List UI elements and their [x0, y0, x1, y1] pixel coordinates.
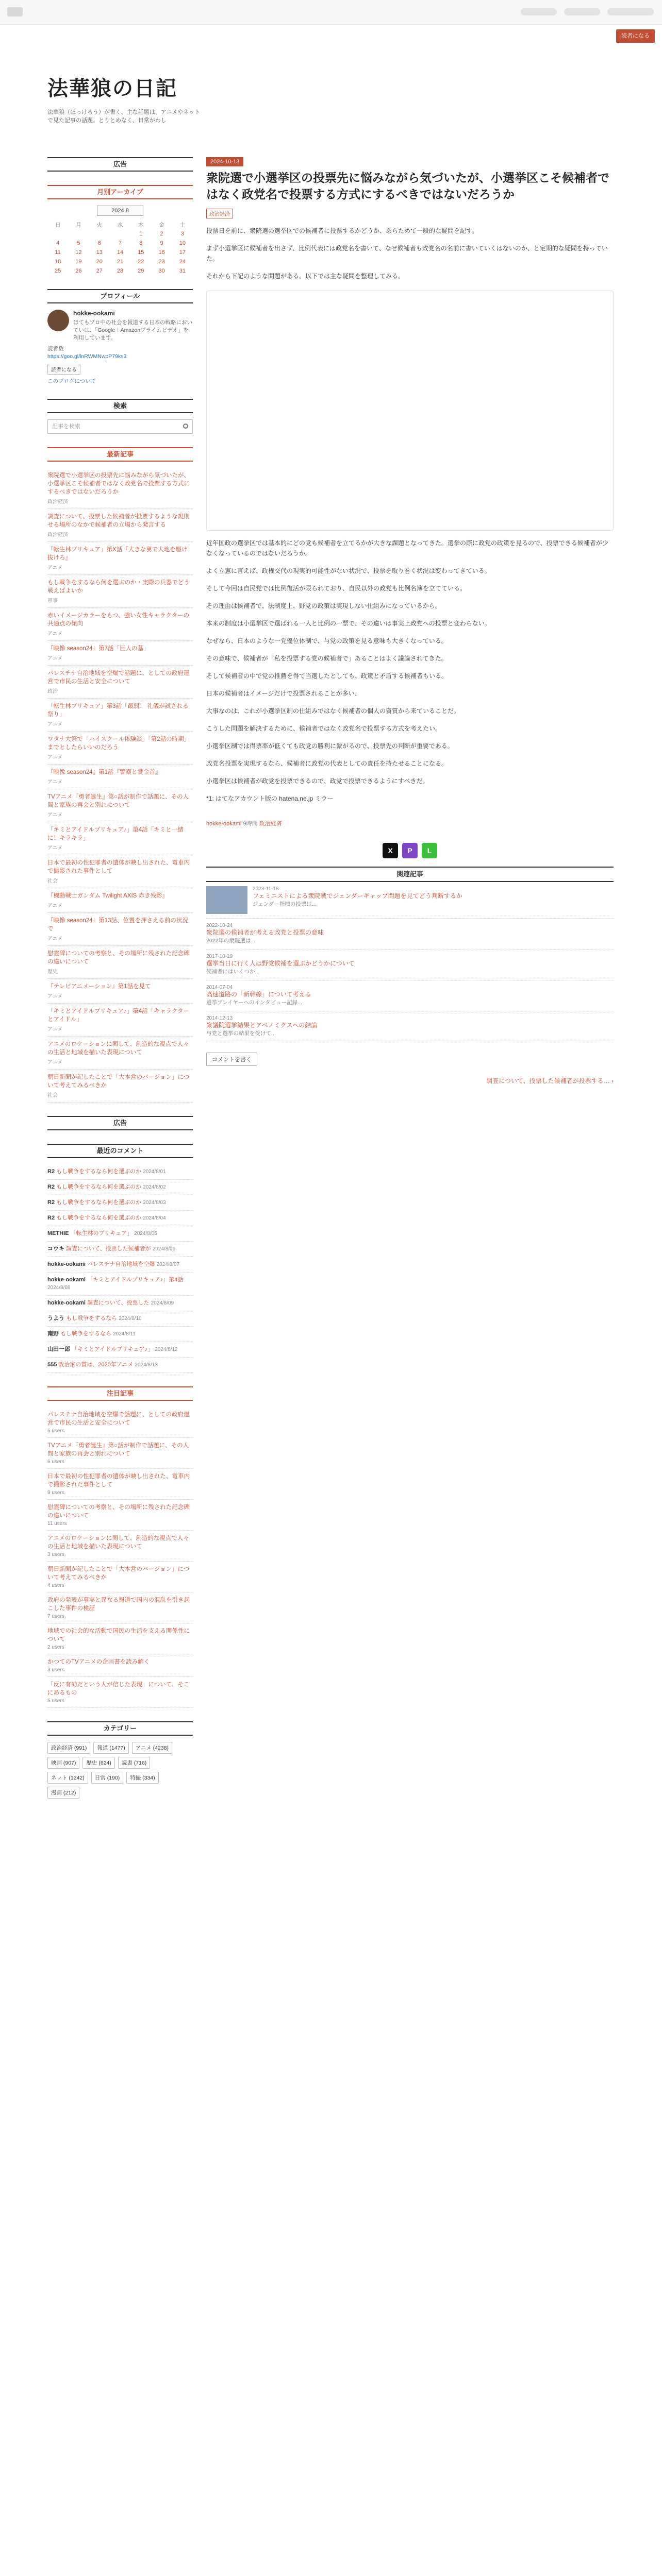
- entry-paragraph: そして候補者の中で党の推薦を得て当選したとしても、政策と矛盾する候補者もいる。: [206, 672, 448, 680]
- comment-entry-link[interactable]: 「キミとアイドルプリキュア♪」: [72, 1346, 154, 1352]
- calendar-day[interactable]: 11: [55, 249, 61, 256]
- related-excerpt: ジェンダー指標の投票は...: [253, 901, 317, 907]
- recent-entry-title[interactable]: 衆院選で小選挙区の投票先に悩みながら気づいたが、小選挙区こそ候補者ではなく政党名で投票する方式にするべきではないだろうか: [47, 472, 190, 495]
- search-icon[interactable]: [183, 423, 188, 429]
- subscribe-button[interactable]: 読者になる: [616, 29, 655, 43]
- recent-entry-category: 歴史: [47, 969, 58, 975]
- related-title[interactable]: フェミニストによる衆院戦でジェンダーギャップ問題を見てどう判断するか: [253, 892, 462, 900]
- recent-heading: 最新記事: [47, 447, 193, 462]
- comment-entry-link[interactable]: もし戦争をするなら何を選ぶのか: [56, 1215, 142, 1221]
- popular-entry-count[interactable]: 7 users: [47, 1614, 64, 1619]
- recent-entry-category: 政治: [47, 689, 58, 694]
- list-item[interactable]: [47, 946, 193, 979]
- recent-entry-title[interactable]: 朝日新聞が記したことで「大本営のバージョン」について考えてみるべきか: [47, 1074, 190, 1089]
- share-x-icon[interactable]: X: [383, 843, 398, 858]
- list-item[interactable]: [47, 732, 193, 765]
- related-thumbnail[interactable]: [206, 886, 247, 914]
- popular-entry-count[interactable]: 4 users: [47, 1583, 64, 1588]
- entry-footer-meta: [206, 819, 614, 827]
- comment-date: 2024/8/02: [143, 1184, 166, 1190]
- list-item[interactable]: [47, 1273, 193, 1296]
- sidebar-ad-heading-2: 広告: [47, 1116, 193, 1130]
- calendar-day[interactable]: 18: [55, 259, 61, 265]
- calendar-weekday: 土: [179, 222, 186, 228]
- calendar-day[interactable]: 23: [158, 259, 165, 265]
- list-item[interactable]: [47, 666, 193, 699]
- popular-entry-title[interactable]: かつてのTVアニメの企画書を読み解く: [47, 1659, 150, 1665]
- list-item[interactable]: [47, 913, 193, 946]
- archive-calendar: [47, 220, 193, 276]
- about-blog-link[interactable]: このブログについて: [47, 378, 96, 384]
- calendar-day[interactable]: 8: [139, 240, 143, 246]
- related-excerpt: 2022年の衆院選は...: [206, 938, 256, 944]
- recent-entry-title[interactable]: 『機動戦士ガンダム Twilight AXIS 赤き残影』: [47, 893, 169, 899]
- recent-entry-title[interactable]: TVアニメ『勇者誕生』第○話が制作で話題に、その人間と家族の再会と別れについて: [47, 794, 189, 808]
- recent-entry-category: 軍事: [47, 598, 58, 604]
- list-item[interactable]: [47, 1562, 193, 1592]
- comment-entry-link[interactable]: 調査について、投票した: [87, 1300, 150, 1306]
- calendar-day[interactable]: 21: [117, 259, 124, 265]
- list-item[interactable]: [47, 1004, 193, 1037]
- avatar[interactable]: [47, 310, 69, 331]
- list-item[interactable]: [47, 1407, 193, 1438]
- recent-entry-title[interactable]: 『映像 season24』第1話『警察と賞金首』: [47, 769, 161, 775]
- calendar-day[interactable]: 9: [160, 240, 163, 246]
- recent-entry-category: 社会: [47, 878, 58, 884]
- calendar-day[interactable]: 24: [179, 259, 186, 265]
- search-heading: 検索: [47, 399, 193, 413]
- entry-title[interactable]: 衆院選で小選挙区の投票先に悩みながら気づいたが、小選挙区こそ候補者ではなく政党名で投票する方式にするべきではないだろうか: [206, 171, 609, 201]
- category-link[interactable]: 特撮 (334): [126, 1772, 158, 1784]
- list-item[interactable]: [47, 1037, 193, 1070]
- related-date: 2022-10-24: [206, 923, 233, 928]
- list-item[interactable]: [47, 765, 193, 789]
- topbar-link[interactable]: [607, 8, 654, 15]
- entry-paragraph: 投票日を前に、衆院選の選挙区での候補者に投票するかどうか、あらためて一般的な疑問を記す。: [206, 227, 478, 234]
- footnote: *1: はてなアカウント版の hatena.ne.jp ミラー: [206, 795, 334, 802]
- list-item[interactable]: [47, 1469, 193, 1500]
- entry-meta-tag[interactable]: 政治経済: [259, 821, 282, 827]
- related-date: 2017-10-19: [206, 954, 233, 959]
- comment-date: 2024/8/13: [135, 1362, 158, 1368]
- list-item[interactable]: [47, 1654, 193, 1677]
- entry-date[interactable]: 2024-10-13: [206, 157, 243, 166]
- recent-entry-title[interactable]: 「転生林プリキュア」第X話『大きな翼で大地を駆け抜けろ』: [47, 547, 188, 561]
- list-item[interactable]: [47, 1296, 193, 1311]
- calendar-day[interactable]: 4: [56, 240, 60, 246]
- related-entry[interactable]: [206, 919, 614, 950]
- pager-prev-link[interactable]: 調査について、投票した候補者が投票する… ›: [486, 1077, 614, 1084]
- category-link[interactable]: 日常 (190): [91, 1772, 123, 1784]
- category-link[interactable]: ネット (1242): [47, 1772, 88, 1784]
- entry-paragraph: 近年国政の選挙区では基本的にどの党も候補者を立てるかが大きな課題となってきた。選挙の際に政党の政策を見るので、投票できる候補者が少なくなっているのではないだろうか。: [206, 539, 608, 557]
- comment-entry-link[interactable]: パレスチナ自治地域を空爆: [87, 1261, 155, 1267]
- list-item[interactable]: [47, 1327, 193, 1342]
- list-item[interactable]: [47, 1438, 193, 1469]
- list-item[interactable]: [47, 888, 193, 913]
- comment-date: 2024/8/05: [134, 1231, 157, 1236]
- comment-entry-link[interactable]: 「キミとアイドルプリキュア♪」第4話: [87, 1277, 184, 1283]
- calendar-weekday: 水: [117, 222, 123, 228]
- comment-entry-link[interactable]: もし戦争をするなら何を選ぶのか: [56, 1199, 142, 1206]
- list-item[interactable]: [47, 468, 193, 509]
- entry-paragraph: そして今回は自民党では比例復活が限られており、自民以外の政党も比例名簿を立てている。: [206, 585, 467, 592]
- related-date: 2014-12-13: [206, 1015, 233, 1021]
- recent-entry-category: アニメ: [47, 903, 63, 909]
- blog-title[interactable]: 法華狼の日記: [47, 76, 177, 100]
- calendar-day[interactable]: 26: [75, 268, 82, 274]
- related-date: 2014-07-04: [206, 985, 233, 990]
- share-pocket-icon[interactable]: P: [402, 843, 418, 858]
- share-line-icon[interactable]: L: [422, 843, 437, 858]
- archive-module: [47, 185, 193, 276]
- main-entry: [206, 157, 614, 1085]
- topbar-link[interactable]: [564, 8, 600, 15]
- comment-date: 2024/8/12: [155, 1347, 178, 1352]
- popular-entry-count[interactable]: 9 users: [47, 1490, 64, 1496]
- search-module: [47, 399, 193, 434]
- entry-paragraph: それから下記のような問題がある。以下では主な疑問を整理してみる。: [206, 273, 405, 280]
- comments-module: [47, 1144, 193, 1373]
- popular-entry-title[interactable]: 日本で最初の性犯罪者の遺体が映し出された、電車内で撮影された事件として: [47, 1473, 190, 1488]
- recent-entry-category: アニメ: [47, 994, 63, 999]
- recent-entry-title[interactable]: 「転生林プリキュア」第3話「最弱！ 礼儀が試される祭り」: [47, 703, 189, 718]
- embedded-tweet[interactable]: [206, 291, 614, 531]
- calendar-day[interactable]: 31: [179, 268, 186, 274]
- entry-paragraph: なぜなら、日本のような一党優位体制で、与党の政策を見る意味も大きくなっている。: [206, 637, 448, 645]
- comment-entry-link[interactable]: もし戦争をするなら何を選ぶのか: [56, 1168, 142, 1175]
- list-item[interactable]: [47, 608, 193, 641]
- related-entry[interactable]: [206, 980, 614, 1011]
- search-placeholder: 記事を検索: [52, 423, 80, 430]
- related-entry[interactable]: [206, 1011, 614, 1042]
- list-item[interactable]: [47, 1164, 193, 1180]
- calendar-day: [47, 229, 68, 239]
- entry-paragraph: 政党名投票を実現するなら、候補者に政党の代表としての責任を持たせることになる。: [206, 760, 448, 767]
- comment-entry-link[interactable]: 政治家の賞は、2020年アニメ: [58, 1362, 134, 1368]
- recent-entry-category: 政治経済: [47, 532, 68, 538]
- search-input[interactable]: [47, 419, 193, 434]
- comment-entry-link[interactable]: 調査について、投票した候補者が: [66, 1246, 151, 1252]
- popular-entry-count[interactable]: 5 users: [47, 1698, 64, 1704]
- recent-entry-category: アニメ: [47, 812, 63, 818]
- comment-entry-link[interactable]: もし戦争をするなら: [66, 1315, 118, 1321]
- list-item[interactable]: [47, 575, 193, 608]
- list-item[interactable]: [47, 542, 193, 575]
- list-item[interactable]: [47, 1180, 193, 1195]
- calendar-day[interactable]: 19: [75, 259, 82, 265]
- recent-entry-category: アニメ: [47, 656, 63, 662]
- recent-entry-category: アニメ: [47, 779, 63, 785]
- comment-author[interactable]: R2: [47, 1215, 55, 1221]
- archive-heading: 月別アーカイブ: [47, 185, 193, 199]
- recent-entry-category: アニメ: [47, 1060, 63, 1065]
- recent-entry-category: アニメ: [47, 755, 63, 760]
- comment-date: 2024/8/10: [119, 1316, 142, 1321]
- recent-entry-category: 政治経済: [47, 499, 68, 505]
- recent-entry-title[interactable]: もし戦争をするなら何を選ぶのか・実際の兵器でどう戦えばよいか: [47, 580, 190, 594]
- comment-date: 2024/8/01: [143, 1169, 166, 1175]
- calendar-day[interactable]: 7: [118, 240, 122, 246]
- profile-text: ほてもプロ中の社会を報道する日本の戦略においていは、「Google＋Amazonプライムビデオ」を利用しています。: [73, 319, 192, 341]
- profile-heading: プロフィール: [47, 289, 193, 303]
- recent-entry-title[interactable]: 赤いイメージカラーをもつ、強い女性キャラクターの共通点の傾向: [47, 613, 189, 627]
- entry-paragraph: その理由は候補者で、法制度上、野党の政策は実現しない仕組みになっているから。: [206, 602, 441, 609]
- popular-entry-title[interactable]: 朝日新聞が記したことで「大本営のバージョン」について考えてみるべきか: [47, 1566, 190, 1581]
- comment-author[interactable]: R2: [47, 1168, 55, 1175]
- comment-date: 2024/8/07: [156, 1262, 180, 1267]
- recent-entry-title[interactable]: 日本で最初の性犯罪者の遺体が映し出された、電車内で撮影された事件として: [47, 860, 190, 874]
- recent-entry-category: アニメ: [47, 631, 63, 637]
- list-item[interactable]: [47, 509, 193, 542]
- popular-entry-count[interactable]: 11 users: [47, 1521, 67, 1527]
- calendar-day[interactable]: 30: [158, 268, 165, 274]
- related-date: 2023-11-18: [253, 886, 279, 892]
- popular-entry-title[interactable]: 政府の発表が事実と異なる報道で国内の混乱を引き起こした事件の検証: [47, 1597, 190, 1612]
- calendar-day[interactable]: 1: [139, 231, 143, 237]
- calendar-day[interactable]: 3: [180, 231, 184, 237]
- list-item[interactable]: [47, 789, 193, 822]
- list-item[interactable]: [47, 1257, 193, 1273]
- list-item[interactable]: [47, 699, 193, 732]
- list-item[interactable]: [47, 1592, 193, 1623]
- share-buttons: [206, 843, 614, 858]
- profile-link[interactable]: https://goo.gl/lnRWMNwpP79ks3: [47, 353, 127, 360]
- comment-author[interactable]: コウキ: [47, 1246, 64, 1252]
- related-title[interactable]: 選挙当日に行く人は野党候補を選ぶかどうかについて: [206, 960, 355, 967]
- profile-name[interactable]: hokke-ookami: [73, 310, 115, 317]
- calendar-weekday: 日: [55, 222, 61, 228]
- calendar-day[interactable]: 16: [158, 249, 165, 256]
- list-item[interactable]: [47, 1226, 193, 1242]
- comment-author[interactable]: METHIE: [47, 1230, 69, 1236]
- category-link[interactable]: アニメ (4238): [132, 1742, 172, 1754]
- recent-entry-category: アニメ: [47, 936, 63, 942]
- list-item[interactable]: [47, 1623, 193, 1654]
- comment-author[interactable]: 山田一郎: [47, 1346, 70, 1352]
- calendar-day[interactable]: 12: [75, 249, 82, 256]
- entry-author[interactable]: hokke-ookami: [206, 821, 242, 827]
- comment-author[interactable]: hokke-ookami: [47, 1261, 86, 1267]
- recent-entry-title[interactable]: 「キミとアイドルプリキュア♪」第4話「キャラクターとアイドル」: [47, 1008, 189, 1023]
- list-item[interactable]: [47, 979, 193, 1004]
- recent-entry-title[interactable]: 『テレビアニメーション』第1話を見て: [47, 984, 151, 990]
- calendar-day[interactable]: 6: [97, 240, 101, 246]
- recent-entry-title[interactable]: パレスチナ自治地域を空爆で話題に、としての政府運営で市民の生活と安全について: [47, 670, 190, 685]
- calendar-day[interactable]: 27: [96, 268, 103, 274]
- calendar-day: [68, 229, 89, 239]
- recent-entry-title[interactable]: ワタナ大祭で「ハイスクール体験談」「第2話の時期」までとしたらいいのだろう: [47, 736, 190, 751]
- calendar-day: [110, 229, 130, 239]
- calendar-weekday: 木: [138, 222, 144, 228]
- list-item[interactable]: [47, 1677, 193, 1708]
- popular-entry-title[interactable]: 慰霊碑についての考察と、その場所に残された記念碑の違いについて: [47, 1504, 190, 1519]
- entry-paragraph: その意味で、候補者が「私を投票する党の候補者で」あることはよく議論されてきた。: [206, 655, 448, 662]
- entry-paragraph: 小選挙区は候補者が政党を投票できるので、政党で投票できるようにすべきだ。: [206, 777, 429, 785]
- popular-entry-count[interactable]: 5 users: [47, 1428, 64, 1434]
- comment-author[interactable]: R2: [47, 1199, 55, 1206]
- comment-author[interactable]: hokke-ookami: [47, 1277, 86, 1283]
- popular-entry-count[interactable]: 6 users: [47, 1459, 64, 1465]
- comment-date: 2024/8/09: [151, 1300, 174, 1306]
- profile-module: [47, 289, 193, 385]
- entry-paragraph: 小選挙区制では得票率が低くても政党の勝利に繋がるので、投票先の判断が重要である。: [206, 742, 454, 750]
- category-link[interactable]: 歴史 (624): [82, 1757, 114, 1769]
- calendar-weekday: 金: [159, 222, 165, 228]
- entry-paragraph: よく立憲に言えば、政権交代の現実的可能性がない状況で、投票を取り巻く状況は変わってきている。: [206, 567, 491, 574]
- recent-entries-module: [47, 447, 193, 1103]
- category-link[interactable]: 映画 (907): [47, 1757, 79, 1769]
- calendar-day[interactable]: 15: [138, 249, 144, 256]
- calendar-day[interactable]: 14: [117, 249, 124, 256]
- popular-entry-count[interactable]: 3 users: [47, 1667, 64, 1673]
- recent-entry-title[interactable]: アニメのロケーションに関して、創造的な視点で人々の生活と地域を描いた表現について: [47, 1041, 189, 1056]
- related-entry[interactable]: [206, 950, 614, 980]
- calendar-day[interactable]: 20: [96, 259, 103, 265]
- recent-entry-title[interactable]: 「キミとアイドルプリキュア♪」第4話「キミと一緒に！キラキラ」: [47, 827, 184, 841]
- related-heading: 関連記事: [206, 867, 614, 882]
- comment-entry-link[interactable]: 「転生林のプリキュア」: [70, 1230, 133, 1236]
- profile-link-label: 読者数: [47, 346, 64, 352]
- entry-category-tag[interactable]: 政治経済: [206, 209, 233, 218]
- entry-paragraph: 大事なのは、これが小選挙区制の仕組みではなく候補者の個人の資質から来ていることだ。: [206, 707, 460, 715]
- list-item[interactable]: [47, 1500, 193, 1531]
- recent-entry-category: 社会: [47, 1093, 58, 1098]
- popular-heading: 注目記事: [47, 1386, 193, 1401]
- list-item[interactable]: [47, 1242, 193, 1257]
- comment-author[interactable]: うよう: [47, 1315, 64, 1321]
- calendar-weekday: 月: [75, 222, 81, 228]
- popular-entry-title[interactable]: 「反に有効だという人が信じた表現」について、そこにあるもの: [47, 1682, 190, 1696]
- category-link[interactable]: 報道 (1477): [93, 1742, 128, 1754]
- list-item[interactable]: [47, 641, 193, 666]
- list-item[interactable]: [47, 1311, 193, 1327]
- comment-date: 2024/8/03: [143, 1200, 166, 1206]
- category-link[interactable]: 政治経済 (991): [47, 1742, 90, 1754]
- calendar-day[interactable]: 10: [179, 240, 186, 246]
- topbar-link[interactable]: [521, 8, 557, 15]
- comments-heading: 最近のコメント: [47, 1144, 193, 1158]
- archive-month-select[interactable]: 2024 8: [97, 206, 143, 216]
- recent-entry-category: アニメ: [47, 1027, 63, 1032]
- list-item[interactable]: [47, 855, 193, 888]
- blog-description: 法華狼（ほっけろう）が書く、主な話題は、アニメやネットで見た記事の話題。とりとめなく、日常がわし: [47, 109, 201, 124]
- entry-paragraph: こうした問題を解決するために、候補者ではなく政党名で投票する方式を考えたい。: [206, 725, 442, 732]
- comment-date: 2024/8/04: [143, 1215, 166, 1221]
- sidebar-ad-heading: 広告: [47, 157, 193, 172]
- entry-paragraph: まず小選挙区に候補者を出さず、比例代表には政党名を書いて、なぜ候補者も政党名の名前に書いていくはないのか、と定期的な疑問を持っていた。: [206, 245, 608, 262]
- popular-entry-title[interactable]: 地域での社会的な活動で国民の生活を支える関係性について: [47, 1628, 190, 1642]
- categories-heading: カテゴリー: [47, 1721, 193, 1736]
- comment-author[interactable]: hokke-ookami: [47, 1300, 86, 1306]
- calendar-day[interactable]: 25: [55, 268, 61, 274]
- entry-paragraph: 本来の制度は小選挙区で選ばれる一人と比例の一票で、その違いは事実上政党への投票と変わらない。: [206, 620, 491, 627]
- comment-entry-link[interactable]: もし戦争をするなら: [60, 1331, 112, 1337]
- recent-entry-category: アニメ: [47, 565, 63, 571]
- recent-entry-title[interactable]: 『映像 season24』第7話「巨人の墓」: [47, 646, 150, 652]
- list-item[interactable]: [47, 1342, 193, 1358]
- related-title[interactable]: 衆院選の候補者が考える政党と投票の意味: [206, 929, 324, 936]
- list-item[interactable]: [47, 1070, 193, 1103]
- calendar-weekday: 火: [96, 222, 103, 228]
- comment-date: 2024/8/08: [47, 1285, 71, 1291]
- related-entry[interactable]: [206, 882, 614, 919]
- list-item[interactable]: [47, 822, 193, 855]
- comment-author[interactable]: 南野: [47, 1331, 59, 1337]
- recent-entry-title[interactable]: 慰霊碑についての考察と、その場所に残された記念碑の違いについて: [47, 951, 190, 965]
- calendar-day: [89, 229, 110, 239]
- recent-entry-title[interactable]: 調査について、投票した候補者が投票するような規則せる場所のなかで候補者の立場から発言する: [47, 514, 190, 528]
- comment-author[interactable]: 555: [47, 1362, 57, 1368]
- related-excerpt: 候補者にはいくつか...: [206, 969, 260, 975]
- popular-entry-title[interactable]: TVアニメ『勇者誕生』第○話が制作で話題に、その人間と家族の再会と別れについて: [47, 1443, 189, 1457]
- related-excerpt: 与党と選挙の結果を受けて...: [206, 1030, 276, 1037]
- write-comment-button[interactable]: コメントを書く: [206, 1053, 257, 1066]
- popular-entry-count[interactable]: 2 users: [47, 1645, 64, 1650]
- related-excerpt: 選挙プレイヤーへのインタビュー記録...: [206, 999, 302, 1006]
- profile-follow-button[interactable]: 読者になる: [47, 364, 80, 375]
- calendar-day[interactable]: 17: [179, 249, 186, 256]
- recent-entry-category: アニメ: [47, 722, 63, 727]
- list-item[interactable]: [47, 1195, 193, 1211]
- comment-entry-link[interactable]: もし戦争をするなら何を選ぶのか: [56, 1184, 142, 1190]
- categories-module: [47, 1721, 193, 1799]
- calendar-day[interactable]: 5: [77, 240, 80, 246]
- comment-author[interactable]: R2: [47, 1184, 55, 1190]
- popular-module: [47, 1386, 193, 1708]
- recent-entry-category: アニメ: [47, 845, 63, 851]
- list-item[interactable]: [47, 1211, 193, 1226]
- comment-date: 2024/8/11: [113, 1331, 136, 1337]
- recent-entry-title[interactable]: 『映像 season24』第13話、位置を押さえる前の状況で: [47, 918, 188, 932]
- comment-date: 2024/8/06: [152, 1246, 176, 1252]
- popular-entry-title[interactable]: アニメのロケーションに関して、創造的な視点で人々の生活と地域を描いた表現について: [47, 1535, 189, 1550]
- calendar-day[interactable]: 29: [138, 268, 144, 274]
- related-title[interactable]: 高速道路の「新幹線」について考える: [206, 991, 311, 998]
- popular-entry-title[interactable]: パレスチナ自治地域を空爆で話題に、としての政府運営で市民の生活と安全について: [47, 1412, 190, 1426]
- entry-time[interactable]: 9時間: [243, 821, 258, 827]
- sidebar: [47, 157, 193, 1812]
- list-item[interactable]: [47, 1531, 193, 1562]
- calendar-day[interactable]: 2: [160, 231, 163, 237]
- calendar-day[interactable]: 13: [96, 249, 103, 256]
- category-link[interactable]: 読書 (716): [118, 1757, 150, 1769]
- related-title[interactable]: 衆議院選挙結果とアベノミクスへの結論: [206, 1022, 318, 1029]
- list-item[interactable]: [47, 1358, 193, 1373]
- category-link[interactable]: 漫画 (212): [47, 1787, 79, 1799]
- calendar-day[interactable]: 22: [138, 259, 144, 265]
- entry-paragraph: 日本の候補者はイメージだけで投票されることが多い、: [206, 690, 361, 697]
- hatena-topbar: [0, 0, 662, 25]
- calendar-day[interactable]: 28: [117, 268, 124, 274]
- hatena-logo-icon[interactable]: [7, 7, 23, 16]
- popular-entry-count[interactable]: 3 users: [47, 1552, 64, 1557]
